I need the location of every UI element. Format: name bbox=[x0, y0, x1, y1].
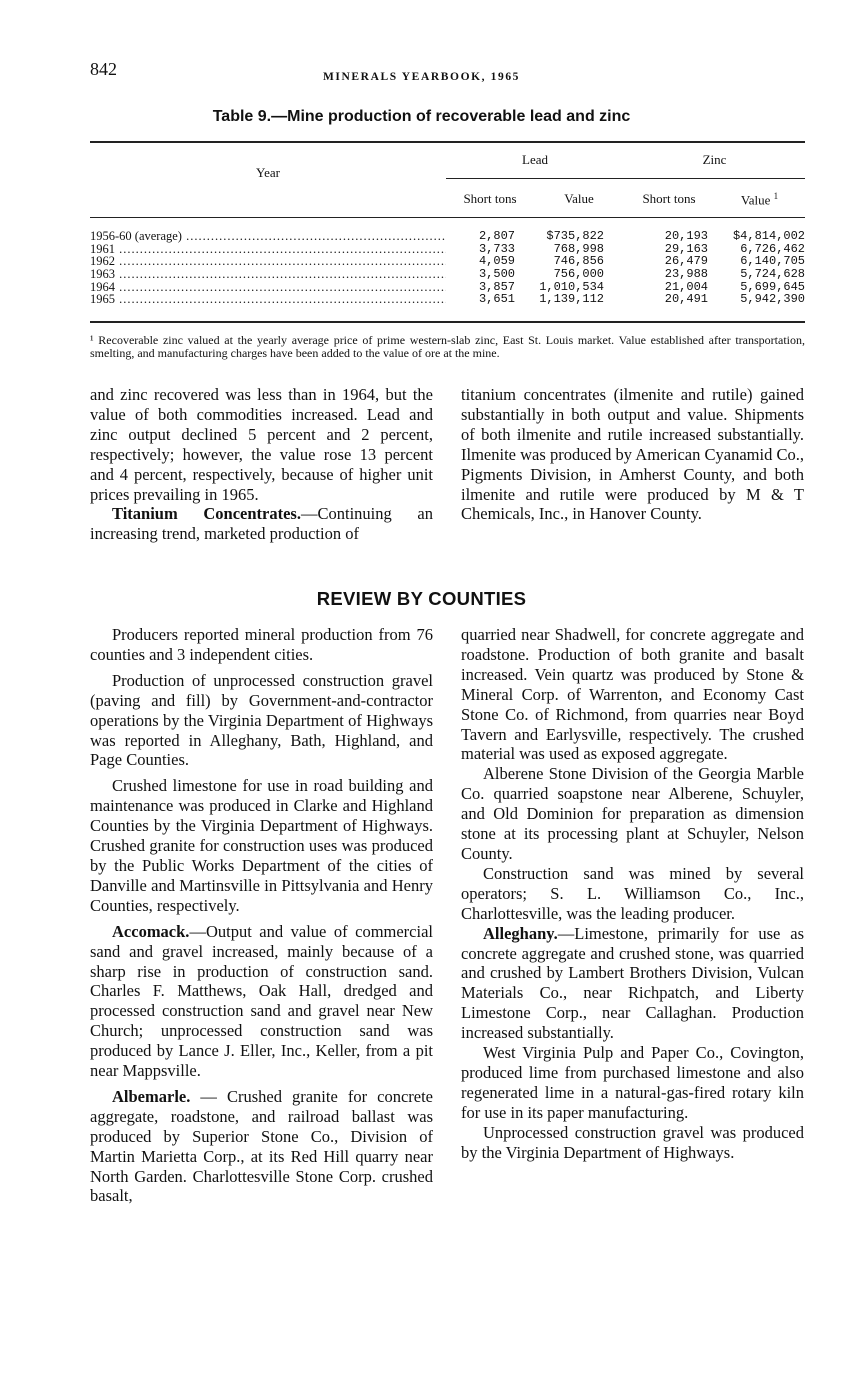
table-row bbox=[90, 230, 805, 243]
table-row bbox=[90, 268, 805, 281]
lead-tons: 2,807 bbox=[478, 229, 515, 243]
year-header: Year bbox=[256, 165, 280, 180]
paragraph: quarried near Shadwell, for concrete aggregate and roadstone. Production of both granite and basalt increased. Vein quartz was produced by Stone & Mineral Corp. of Warrenton, and Economy Cast Stone Co. of Richmond, from quarries near Boyd Tavern and Earlysville, respectively. The crushed material was used as exposed aggregate. bbox=[461, 625, 804, 764]
lead-value: $735,822 bbox=[546, 229, 604, 243]
lead-tons: 3,733 bbox=[478, 241, 515, 256]
paragraph: Crushed limestone for use in road building and maintenance was produced in Clarke and Highland Counties by the Virginia Department of Highways. Crushed granite for construction uses was produced by the Public Works Department of the cities of Danville and Martinsville in Pittsylvania and Henry Counties, respectively. bbox=[90, 776, 433, 915]
paragraph-text: —Continuing an increasing trend, marketed production of bbox=[90, 504, 433, 544]
col-zinc-short-tons: Short tons bbox=[642, 191, 696, 206]
paragraph-text: —Output and value of commercial sand and gravel increased, mainly because of a sharp rise in production of construction sand. Charles F. Matthews, Oak Hall, dredged and processed construction sand and gravel near New Church; unprocessed construction sand was produced by Lance J. Eller, Inc., Keller, from a pit near Mappsville. bbox=[90, 921, 433, 1081]
paragraph: titanium concentrates (ilmenite and rutile) gained substantially in both output and value. Shipments of both ilmenite and rutile increased substantially. Ilmenite was produced by American Cyanamid Co., Pigments Division, in Amherst County, and both ilmenite and rutile were produced by M & T Chemicals, Inc., in Hanover County. bbox=[461, 385, 804, 524]
zinc-group-header: Zinc bbox=[702, 152, 727, 167]
table-title: Table 9.—Mine production of recoverable lead and zinc bbox=[212, 108, 631, 125]
col-lead-value: Value bbox=[564, 191, 594, 206]
paragraph bbox=[90, 1087, 433, 1206]
table-body bbox=[90, 230, 805, 306]
header-bottom-rule bbox=[90, 217, 805, 218]
top-left-column bbox=[90, 385, 433, 544]
review-left-column bbox=[90, 625, 433, 1206]
section-heading: REVIEW BY COUNTIES bbox=[316, 588, 527, 609]
review-right-column bbox=[461, 625, 804, 1162]
lead-value: 746,856 bbox=[553, 254, 604, 269]
lead-value: 756,000 bbox=[553, 267, 604, 282]
paragraph-text: —Limestone, primarily for use as concrete aggregate and crushed stone, was quarried and crushed by Lambert Brothers Division, Vulcan Materials Co., near Richpatch, and Liberty Limestone Corp., near Callaghan. Production increased substantially. bbox=[461, 923, 804, 1043]
row-year: 1961 ..... bbox=[90, 243, 446, 256]
lead-value: 1,010,534 bbox=[539, 279, 604, 294]
row-year: 1956-60 (average) ..... bbox=[90, 230, 446, 243]
run-in-heading: Accomack. bbox=[112, 921, 190, 941]
run-in-heading: Titanium Concentrates. bbox=[112, 504, 301, 524]
lead-tons: 3,651 bbox=[478, 292, 515, 307]
row-year: 1962 ..... bbox=[90, 255, 446, 268]
zinc-value: 5,942,390 bbox=[740, 292, 805, 307]
paragraph: and zinc recovered was less than in 1964, but the value of both commodities increased. Lead and zinc output declined 5 percent and 2 percent, respectively; however, the value rose 13 percent and 4 percent, respectively, because of higher unit prices prevailing in 1965. bbox=[90, 385, 433, 504]
col-zinc-value-label: Value bbox=[740, 192, 771, 208]
top-right-column bbox=[461, 385, 804, 524]
footnote-marker: 1 bbox=[773, 191, 779, 201]
zinc-tons: 21,004 bbox=[664, 279, 708, 294]
paragraph: Producers reported mineral production from 76 counties and 3 independent cities. bbox=[90, 625, 433, 664]
paragraph: Production of unprocessed construction gravel (paving and fill) by Government-and-contractor operations by the Virginia Department of Highways was reported in Alleghany, Bath, Highland, and Page Counties. bbox=[90, 670, 433, 770]
zinc-value: 5,724,628 bbox=[740, 267, 805, 282]
zinc-value: 6,726,462 bbox=[740, 241, 805, 256]
group-rule bbox=[446, 178, 805, 179]
zinc-tons: 23,988 bbox=[664, 267, 708, 282]
lead-tons: 3,857 bbox=[478, 279, 515, 294]
zinc-value: 5,699,645 bbox=[740, 279, 805, 294]
zinc-tons: 20,193 bbox=[664, 229, 708, 243]
paragraph: West Virginia Pulp and Paper Co., Covington, produced lime from purchased limestone and also regenerated lime in a natural-gas-fired rotary kiln for use in its paper manufacturing. bbox=[461, 1043, 804, 1122]
lead-value: 768,998 bbox=[553, 241, 604, 256]
paragraph bbox=[461, 924, 804, 1043]
run-in-heading: Alleghany. bbox=[483, 923, 558, 943]
table-footnote: ¹ Recoverable zinc valued at the yearly average price of prime western-slab zinc, East St. Louis market. Value established after transportation, smelting, and manufacturing charges have been added to the value of ore at the mine. bbox=[90, 333, 805, 360]
lead-value: 1,139,112 bbox=[539, 292, 604, 307]
row-year: 1963 ..... bbox=[90, 268, 446, 281]
col-zinc-value bbox=[714, 191, 805, 208]
lead-tons: 3,500 bbox=[478, 267, 515, 282]
run-in-heading: Albemarle. bbox=[112, 1086, 191, 1106]
col-lead-short-tons: Short tons bbox=[463, 191, 517, 206]
paragraph: Construction sand was mined by several operators; S. L. Williamson Co., Inc., Charlottesville, was the leading producer. bbox=[461, 863, 804, 923]
table-bottom-rule bbox=[90, 321, 805, 323]
row-year: 1965 ..... bbox=[90, 293, 446, 306]
zinc-value: $4,814,002 bbox=[732, 229, 805, 243]
paragraph bbox=[90, 922, 433, 1081]
zinc-tons: 20,491 bbox=[664, 292, 708, 307]
page-number: 842 bbox=[90, 59, 117, 79]
table-top-rule bbox=[90, 141, 805, 143]
lead-tons: 4,059 bbox=[478, 254, 515, 269]
paragraph: Unprocessed construction gravel was produced by the Virginia Department of Highways. bbox=[461, 1122, 804, 1162]
zinc-value: 6,140,705 bbox=[740, 254, 805, 269]
lead-group-header: Lead bbox=[522, 152, 548, 167]
table-row bbox=[90, 293, 805, 306]
zinc-tons: 26,479 bbox=[664, 254, 708, 269]
zinc-tons: 29,163 bbox=[664, 241, 708, 256]
running-head: MINERALS YEARBOOK, 1965 bbox=[322, 71, 521, 83]
row-year: 1964 ..... bbox=[90, 281, 446, 294]
paragraph bbox=[90, 504, 433, 544]
paragraph-text: — Crushed granite for concrete aggregate, roadstone, and railroad ballast was produced by Superior Stone Co., Division of Martin Marietta Corp., at its Red Hill quarry near North Garden. Charlottesville Stone Corp. crushed basalt, bbox=[90, 1086, 433, 1206]
paragraph: Alberene Stone Division of the Georgia Marble Co. quarried soapstone near Alberene, Schuyler, and Old Dominion for preparation as dimension stone at its processing plant at Schuyler, Nelson County. bbox=[461, 764, 804, 863]
